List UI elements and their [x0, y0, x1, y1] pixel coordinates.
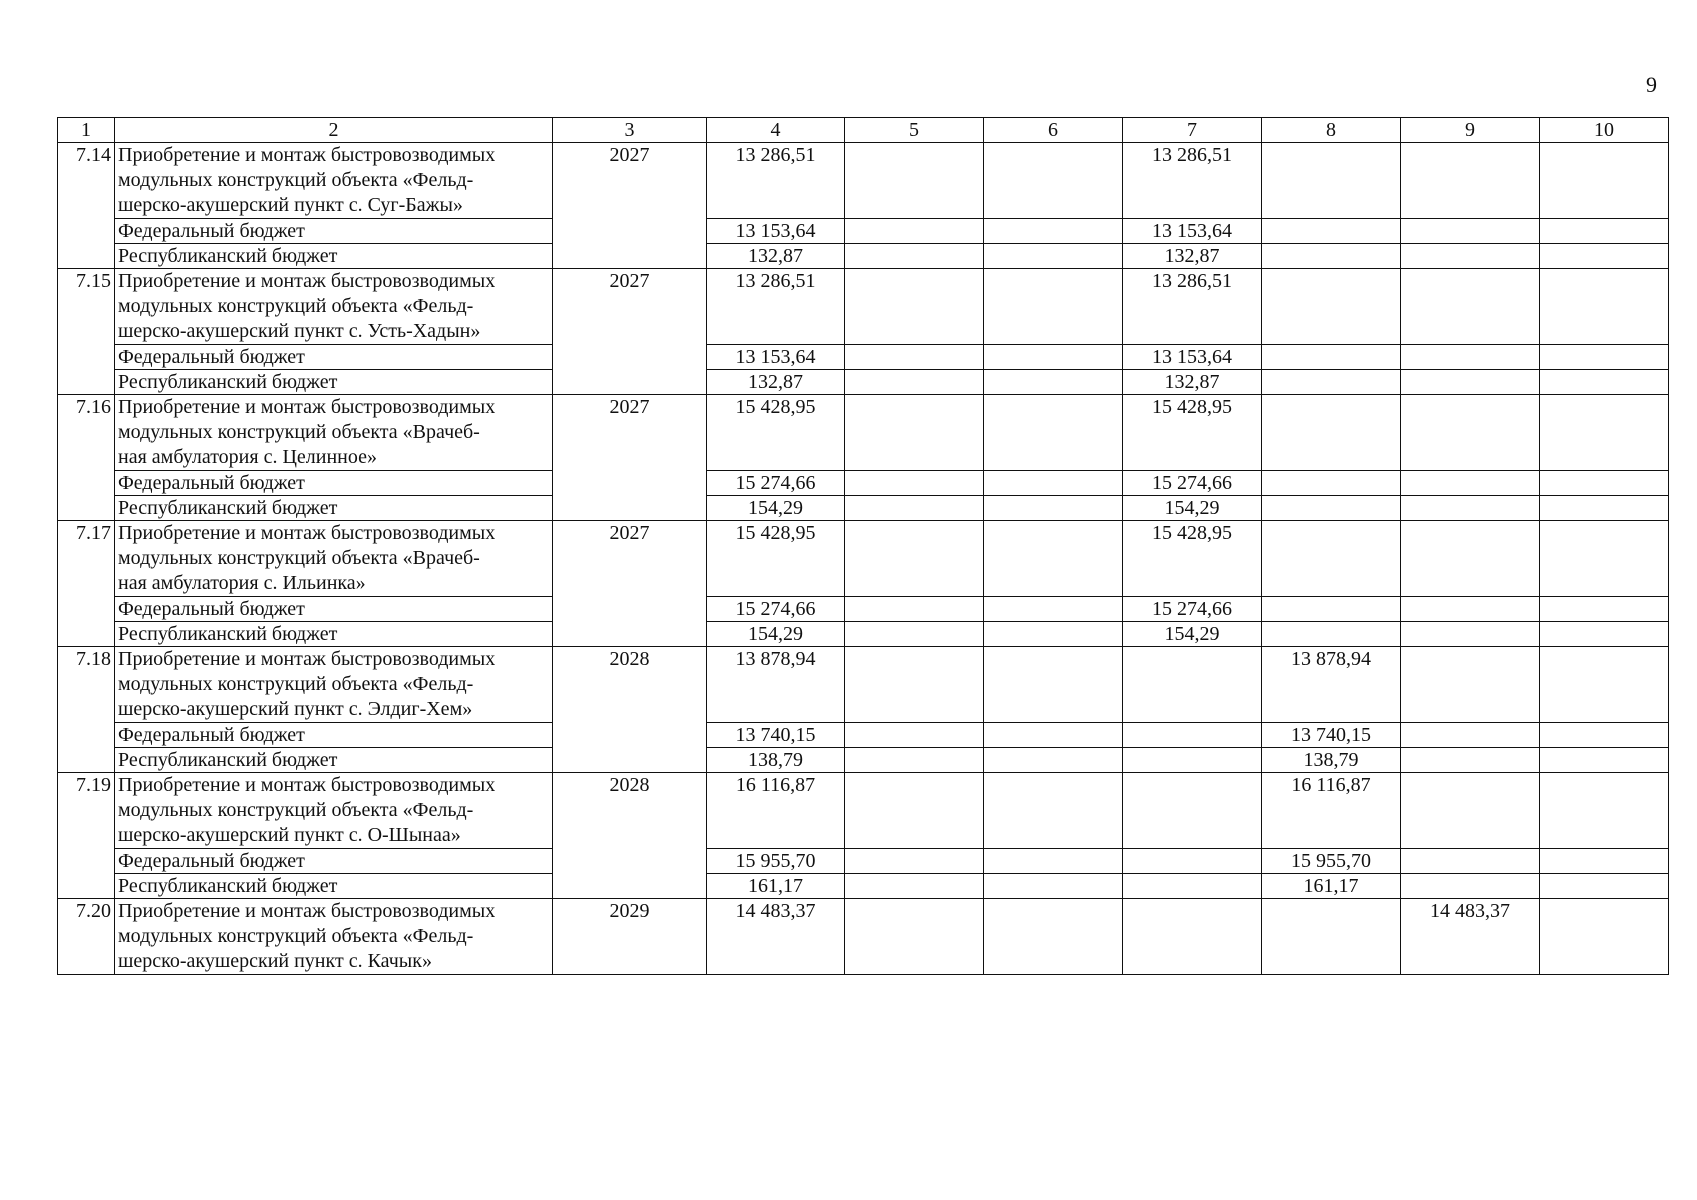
federal-budget-c5: [845, 471, 984, 496]
row-year: 2028: [553, 773, 707, 899]
table-row: [58, 647, 1669, 723]
republic-budget-c9: [1401, 244, 1540, 269]
federal-budget-c10: [1540, 471, 1669, 496]
table-subrow-federal: [58, 345, 1669, 370]
federal-budget-label: Федеральный бюджет: [115, 723, 553, 748]
table-subrow-republic: [58, 496, 1669, 521]
row-total: 14 483,37: [707, 899, 845, 975]
republic-budget-c5: [845, 370, 984, 395]
federal-budget-c9: [1401, 597, 1540, 622]
row-value-c7: [1123, 647, 1262, 723]
republic-budget-c10: [1540, 370, 1669, 395]
federal-budget-c8: [1262, 219, 1401, 244]
row-title-line: шерско-акушерский пункт с. Суг-Бажы»: [118, 194, 463, 216]
row-title: [115, 899, 553, 975]
federal-budget-total: 15 955,70: [707, 849, 845, 874]
republic-budget-c5: [845, 496, 984, 521]
column-header: 6: [984, 118, 1123, 143]
republic-budget-c5: [845, 244, 984, 269]
federal-budget-total: 13 153,64: [707, 219, 845, 244]
republic-budget-label: Республиканский бюджет: [115, 496, 553, 521]
republic-budget-c10: [1540, 496, 1669, 521]
row-title-line: ная амбулатория с. Целинное»: [118, 446, 377, 468]
row-title-line: модульных конструкций объекта «Фельд-: [118, 673, 474, 695]
row-total: 15 428,95: [707, 521, 845, 597]
row-title-line: ная амбулатория с. Ильинка»: [118, 572, 366, 594]
federal-budget-total: 15 274,66: [707, 471, 845, 496]
row-title-line: Приобретение и монтаж быстровозводимых: [118, 900, 496, 922]
row-title-line: модульных конструкций объекта «Врачеб-: [118, 547, 480, 569]
row-value-c9: [1401, 521, 1540, 597]
table-subrow-federal: [58, 849, 1669, 874]
republic-budget-c6: [984, 496, 1123, 521]
column-header-row: [58, 118, 1669, 143]
row-title-line: шерско-акушерский пункт с. Качык»: [118, 950, 432, 972]
republic-budget-label: Республиканский бюджет: [115, 244, 553, 269]
federal-budget-c9: [1401, 471, 1540, 496]
republic-budget-c7: 154,29: [1123, 622, 1262, 647]
row-value-c5: [845, 269, 984, 345]
republic-budget-c8: [1262, 244, 1401, 269]
row-number: 7.17: [58, 521, 115, 647]
column-header: 1: [58, 118, 115, 143]
federal-budget-c5: [845, 219, 984, 244]
row-title: [115, 521, 553, 597]
row-title-line: модульных конструкций объекта «Фельд-: [118, 169, 474, 191]
row-value-c5: [845, 773, 984, 849]
row-title: [115, 269, 553, 345]
republic-budget-c7: [1123, 748, 1262, 773]
federal-budget-c8: [1262, 471, 1401, 496]
row-title-line: шерско-акушерский пункт с. Усть-Хадын»: [118, 320, 481, 342]
republic-budget-c10: [1540, 622, 1669, 647]
column-header: 2: [115, 118, 553, 143]
column-header: 10: [1540, 118, 1669, 143]
republic-budget-c10: [1540, 748, 1669, 773]
federal-budget-c6: [984, 471, 1123, 496]
row-value-c8: 13 878,94: [1262, 647, 1401, 723]
row-value-c9: [1401, 269, 1540, 345]
row-value-c5: [845, 647, 984, 723]
row-value-c10: [1540, 773, 1669, 849]
row-total: 13 286,51: [707, 269, 845, 345]
row-year: 2028: [553, 647, 707, 773]
row-value-c8: [1262, 395, 1401, 471]
row-title: [115, 143, 553, 219]
row-value-c6: [984, 773, 1123, 849]
republic-budget-total: 161,17: [707, 874, 845, 899]
row-value-c5: [845, 143, 984, 219]
federal-budget-total: 15 274,66: [707, 597, 845, 622]
federal-budget-c10: [1540, 219, 1669, 244]
row-value-c8: [1262, 899, 1401, 975]
republic-budget-c7: 154,29: [1123, 496, 1262, 521]
row-value-c7: [1123, 773, 1262, 849]
table-subrow-federal: [58, 219, 1669, 244]
republic-budget-c7: 132,87: [1123, 244, 1262, 269]
federal-budget-c10: [1540, 723, 1669, 748]
federal-budget-c7: 13 153,64: [1123, 345, 1262, 370]
republic-budget-total: 154,29: [707, 622, 845, 647]
republic-budget-total: 154,29: [707, 496, 845, 521]
table-subrow-republic: [58, 244, 1669, 269]
federal-budget-c6: [984, 345, 1123, 370]
row-value-c6: [984, 395, 1123, 471]
federal-budget-c8: [1262, 345, 1401, 370]
republic-budget-c9: [1401, 370, 1540, 395]
federal-budget-c8: 15 955,70: [1262, 849, 1401, 874]
row-number: 7.16: [58, 395, 115, 521]
row-value-c9: 14 483,37: [1401, 899, 1540, 975]
republic-budget-c8: 161,17: [1262, 874, 1401, 899]
federal-budget-c9: [1401, 219, 1540, 244]
republic-budget-label: Республиканский бюджет: [115, 622, 553, 647]
federal-budget-c8: [1262, 597, 1401, 622]
republic-budget-c9: [1401, 496, 1540, 521]
row-number: 7.19: [58, 773, 115, 899]
row-value-c8: [1262, 521, 1401, 597]
federal-budget-c5: [845, 345, 984, 370]
row-value-c10: [1540, 269, 1669, 345]
republic-budget-label: Республиканский бюджет: [115, 874, 553, 899]
row-title-line: Приобретение и монтаж быстровозводимых: [118, 648, 496, 670]
row-value-c5: [845, 395, 984, 471]
federal-budget-c7: [1123, 849, 1262, 874]
federal-budget-total: 13 740,15: [707, 723, 845, 748]
column-header: 5: [845, 118, 984, 143]
republic-budget-c9: [1401, 622, 1540, 647]
federal-budget-c10: [1540, 597, 1669, 622]
table-subrow-republic: [58, 622, 1669, 647]
column-header: 9: [1401, 118, 1540, 143]
federal-budget-c7: 15 274,66: [1123, 471, 1262, 496]
table-subrow-federal: [58, 597, 1669, 622]
row-value-c6: [984, 899, 1123, 975]
row-title-line: модульных конструкций объекта «Врачеб-: [118, 421, 480, 443]
federal-budget-c5: [845, 849, 984, 874]
row-title: [115, 395, 553, 471]
row-total: 16 116,87: [707, 773, 845, 849]
federal-budget-label: Федеральный бюджет: [115, 849, 553, 874]
federal-budget-c6: [984, 723, 1123, 748]
table-subrow-republic: [58, 874, 1669, 899]
federal-budget-total: 13 153,64: [707, 345, 845, 370]
row-title: [115, 773, 553, 849]
row-year: 2027: [553, 143, 707, 269]
row-title-line: шерско-акушерский пункт с. Элдиг-Хем»: [118, 698, 473, 720]
row-total: 13 286,51: [707, 143, 845, 219]
row-value-c6: [984, 269, 1123, 345]
republic-budget-c7: [1123, 874, 1262, 899]
federal-budget-c10: [1540, 849, 1669, 874]
row-title-line: модульных конструкций объекта «Фельд-: [118, 925, 474, 947]
row-title-line: Приобретение и монтаж быстровозводимых: [118, 396, 496, 418]
republic-budget-c8: 138,79: [1262, 748, 1401, 773]
table-subrow-republic: [58, 748, 1669, 773]
row-value-c7: [1123, 899, 1262, 975]
row-total: 13 878,94: [707, 647, 845, 723]
federal-budget-label: Федеральный бюджет: [115, 597, 553, 622]
republic-budget-c5: [845, 622, 984, 647]
row-value-c10: [1540, 899, 1669, 975]
row-value-c9: [1401, 143, 1540, 219]
row-value-c10: [1540, 521, 1669, 597]
row-value-c6: [984, 521, 1123, 597]
row-title: [115, 647, 553, 723]
row-year: 2027: [553, 395, 707, 521]
republic-budget-c6: [984, 748, 1123, 773]
row-value-c10: [1540, 143, 1669, 219]
republic-budget-c9: [1401, 874, 1540, 899]
federal-budget-c8: 13 740,15: [1262, 723, 1401, 748]
row-value-c8: 16 116,87: [1262, 773, 1401, 849]
republic-budget-total: 138,79: [707, 748, 845, 773]
republic-budget-c6: [984, 370, 1123, 395]
table-subrow-federal: [58, 471, 1669, 496]
federal-budget-c9: [1401, 723, 1540, 748]
federal-budget-label: Федеральный бюджет: [115, 345, 553, 370]
republic-budget-c7: 132,87: [1123, 370, 1262, 395]
row-value-c7: 13 286,51: [1123, 269, 1262, 345]
republic-budget-c6: [984, 244, 1123, 269]
federal-budget-c7: [1123, 723, 1262, 748]
federal-budget-label: Федеральный бюджет: [115, 219, 553, 244]
row-value-c9: [1401, 395, 1540, 471]
republic-budget-c10: [1540, 874, 1669, 899]
federal-budget-c6: [984, 219, 1123, 244]
column-header: 7: [1123, 118, 1262, 143]
row-title-line: Приобретение и монтаж быстровозводимых: [118, 144, 496, 166]
row-title-line: шерско-акушерский пункт с. О-Шынаа»: [118, 824, 461, 846]
column-header: 4: [707, 118, 845, 143]
federal-budget-c9: [1401, 345, 1540, 370]
row-title-line: Приобретение и монтаж быстровозводимых: [118, 270, 496, 292]
republic-budget-c9: [1401, 748, 1540, 773]
federal-budget-c6: [984, 597, 1123, 622]
row-year: 2027: [553, 269, 707, 395]
table-subrow-federal: [58, 723, 1669, 748]
row-value-c8: [1262, 143, 1401, 219]
table-row: [58, 269, 1669, 345]
federal-budget-c6: [984, 849, 1123, 874]
row-year: 2029: [553, 899, 707, 975]
federal-budget-c5: [845, 723, 984, 748]
republic-budget-c8: [1262, 496, 1401, 521]
republic-budget-total: 132,87: [707, 370, 845, 395]
table-subrow-republic: [58, 370, 1669, 395]
row-title-line: Приобретение и монтаж быстровозводимых: [118, 522, 496, 544]
page-number: 9: [1646, 72, 1657, 97]
row-value-c10: [1540, 395, 1669, 471]
republic-budget-c10: [1540, 244, 1669, 269]
row-value-c8: [1262, 269, 1401, 345]
row-value-c5: [845, 899, 984, 975]
republic-budget-c5: [845, 748, 984, 773]
row-value-c9: [1401, 773, 1540, 849]
republic-budget-c6: [984, 874, 1123, 899]
table-row: [58, 395, 1669, 471]
table-row: [58, 143, 1669, 219]
row-value-c7: 15 428,95: [1123, 521, 1262, 597]
republic-budget-total: 132,87: [707, 244, 845, 269]
row-title-line: Приобретение и монтаж быстровозводимых: [118, 774, 496, 796]
row-year: 2027: [553, 521, 707, 647]
row-value-c5: [845, 521, 984, 597]
federal-budget-c5: [845, 597, 984, 622]
row-number: 7.20: [58, 899, 115, 975]
republic-budget-c8: [1262, 622, 1401, 647]
republic-budget-c6: [984, 622, 1123, 647]
federal-budget-c10: [1540, 345, 1669, 370]
federal-budget-c9: [1401, 849, 1540, 874]
row-total: 15 428,95: [707, 395, 845, 471]
table-row: [58, 521, 1669, 597]
row-value-c6: [984, 143, 1123, 219]
republic-budget-c5: [845, 874, 984, 899]
row-number: 7.15: [58, 269, 115, 395]
republic-budget-c8: [1262, 370, 1401, 395]
republic-budget-label: Республиканский бюджет: [115, 748, 553, 773]
row-number: 7.18: [58, 647, 115, 773]
column-header: 8: [1262, 118, 1401, 143]
row-value-c10: [1540, 647, 1669, 723]
budget-table: [57, 117, 1669, 975]
row-title-line: модульных конструкций объекта «Фельд-: [118, 799, 474, 821]
row-value-c6: [984, 647, 1123, 723]
federal-budget-c7: 15 274,66: [1123, 597, 1262, 622]
row-value-c7: 15 428,95: [1123, 395, 1262, 471]
table-row: [58, 899, 1669, 975]
column-header: 3: [553, 118, 707, 143]
row-title-line: модульных конструкций объекта «Фельд-: [118, 295, 474, 317]
table-row: [58, 773, 1669, 849]
row-value-c9: [1401, 647, 1540, 723]
row-number: 7.14: [58, 143, 115, 269]
republic-budget-label: Республиканский бюджет: [115, 370, 553, 395]
row-value-c7: 13 286,51: [1123, 143, 1262, 219]
federal-budget-c7: 13 153,64: [1123, 219, 1262, 244]
federal-budget-label: Федеральный бюджет: [115, 471, 553, 496]
